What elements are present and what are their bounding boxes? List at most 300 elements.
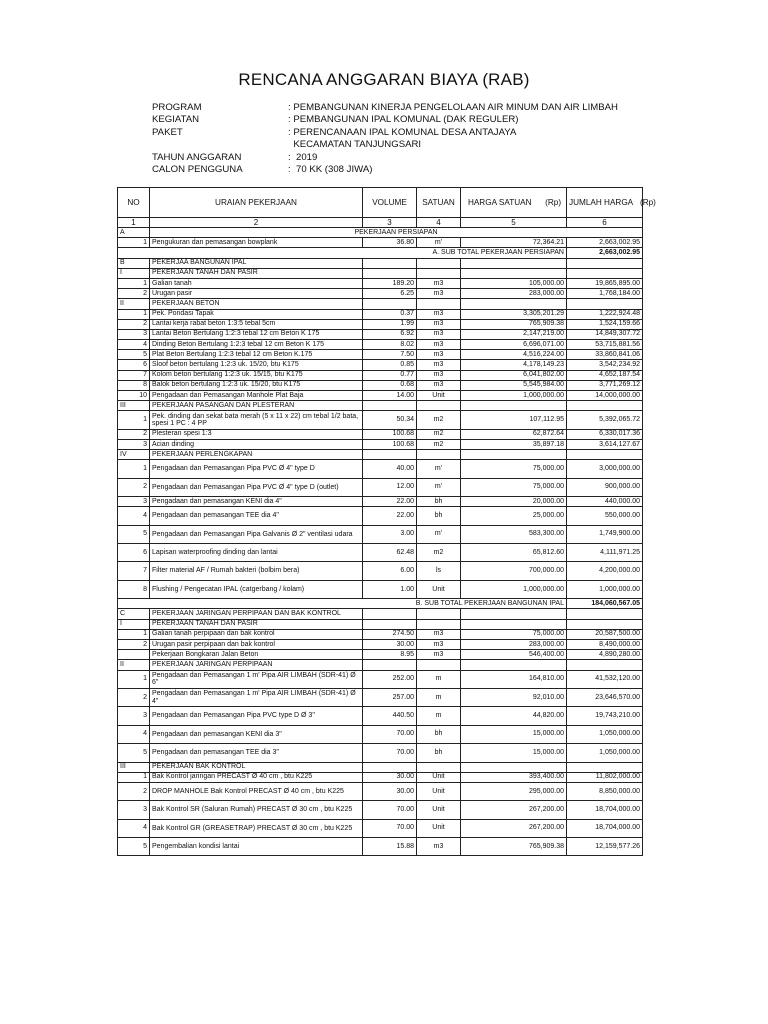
item-unit-price: 164,810.00 [461,670,567,688]
empty-cell [461,660,567,670]
empty-cell [461,619,567,629]
row-number: 1 [118,238,150,248]
table-row [118,329,643,339]
item-description: Galian tanah perpipaan dan bak kontrol [150,629,363,639]
item-unit: m3 [417,319,461,329]
item-total: 23,646,570.00 [567,688,643,706]
empty-cell [567,660,643,670]
item-total: 19,865,895.00 [567,278,643,288]
item-unit: m3 [417,640,461,650]
item-unit: m3 [417,329,461,339]
item-unit-price: 765,909.38 [461,838,567,856]
item-total: 1,050,000.00 [567,725,643,743]
item-unit-price: 4,516,224.00 [461,350,567,360]
info-value: : 2019 [288,151,318,163]
item-description: Pekerjaan Bongkaran Jalan Beton [150,650,363,660]
item-total: 1,222,924.48 [567,309,643,319]
row-number: III [118,401,150,411]
item-description: Pengadaan dan Pemasangan Manhole Plat Baja [150,391,363,401]
row-number: B [118,258,150,268]
item-description: Kolom beton bertulang 1:2:3 uk. 15/15, btu K175 [150,370,363,380]
table-row [118,497,643,507]
column-number: 2 [150,218,363,228]
table-row [118,228,643,238]
table-row [118,660,643,670]
item-total: 14,849,307.72 [567,329,643,339]
table-row [118,350,643,360]
table-row [118,309,643,319]
item-total: 4,652,187.54 [567,370,643,380]
column-number: 5 [461,218,567,228]
table-row [118,460,643,478]
empty-cell [461,299,567,309]
item-unit-price: 72,364.21 [461,238,567,248]
item-unit: Unit [417,391,461,401]
table-row [118,762,643,772]
info-value: : PERENCANAAN IPAL KOMUNAL DESA ANTAJAYA [288,126,517,138]
item-unit-price: 1,000,000.00 [461,580,567,598]
empty-cell [363,660,417,670]
item-unit-price: 6,041,802.00 [461,370,567,380]
item-volume: 30.00 [363,640,417,650]
table-row [118,360,643,370]
item-unit: m3 [417,370,461,380]
item-total: 2,663,002.95 [567,238,643,248]
column-number: 1 [118,218,150,228]
header-harga-satuan-label: HARGA SATUAN [467,197,532,207]
table-row [118,370,643,380]
table-row [118,688,643,706]
item-unit-price: 35,897.18 [461,439,567,449]
item-unit-price: 75,000.00 [461,629,567,639]
row-number: 1 [118,670,150,688]
item-volume: 50.34 [363,411,417,429]
item-unit: bh [417,497,461,507]
item-total: 3,771,269.12 [567,380,643,390]
table-row [118,380,643,390]
row-number: 2 [118,478,150,496]
empty-cell [417,401,461,411]
item-description: Dinding Beton Bertulang 1:2:3 tebal 12 cm Beton K 175 [150,340,363,350]
item-unit: m3 [417,350,461,360]
item-total: 5,392,065.72 [567,411,643,429]
item-volume: 15.88 [363,838,417,856]
item-unit: m2 [417,429,461,439]
row-number: 4 [118,725,150,743]
empty-cell [461,450,567,460]
item-total: 33,860,841.06 [567,350,643,360]
item-volume: 100.68 [363,439,417,449]
item-total: 20,587,500.00 [567,629,643,639]
item-volume: 189.20 [363,278,417,288]
table-row [118,507,643,525]
item-volume: 1.00 [363,580,417,598]
item-unit: m2 [417,411,461,429]
section-title: PEKERJAAN BETON [150,299,363,309]
empty-cell [363,299,417,309]
empty-cell [363,609,417,619]
item-total: 19,743,210.00 [567,707,643,725]
row-number: 8 [118,380,150,390]
item-volume: 22.00 [363,497,417,507]
row-number: 1 [118,309,150,319]
item-description: Pengadaan dan pemasangan KENI dia 4" [150,497,363,507]
item-volume: 14.00 [363,391,417,401]
subtotal-value: 184,060,567.05 [567,599,643,609]
item-unit: bh [417,507,461,525]
item-unit-price: 267,200.00 [461,819,567,837]
empty-cell [363,762,417,772]
header-jumlah-harga-unit: (Rp) [639,197,656,207]
info-value: : 70 KK (308 JIWA) [288,164,373,176]
header-satuan: SATUAN [417,188,461,218]
table-row [118,801,643,819]
item-total: 1,524,159.66 [567,319,643,329]
item-unit: Unit [417,819,461,837]
empty-cell [417,268,461,278]
empty-cell [567,268,643,278]
item-unit: m3 [417,629,461,639]
empty-cell [417,609,461,619]
item-description: Lapisan waterproofing dinding dan lantai [150,544,363,562]
item-unit: m2 [417,544,461,562]
item-volume: 22.00 [363,507,417,525]
item-description: Bak Kontrol SR (Saluran Rumah) PRECAST Ø 30 cm , btu K225 [150,801,363,819]
table-row [118,562,643,580]
row-number: 4 [118,507,150,525]
header-jumlah-harga [567,188,656,218]
rab-table [117,187,656,856]
row-number: 2 [118,688,150,706]
item-unit: ls [417,562,461,580]
item-unit-price: 6,696,071.00 [461,340,567,350]
table-row [118,725,643,743]
item-volume: 12.00 [363,478,417,496]
table-row [118,248,643,258]
item-total: 8,490,000.00 [567,640,643,650]
row-number: 3 [118,707,150,725]
row-number: 4 [118,340,150,350]
item-unit: m3 [417,309,461,319]
item-volume: 40.00 [363,460,417,478]
item-unit: m2 [417,439,461,449]
info-row [152,102,618,114]
table-row [118,411,643,429]
row-number: III [118,762,150,772]
item-description: Plat Beton Bertulang 1:2:3 tebal 12 cm Beton K.175 [150,350,363,360]
item-unit: Unit [417,801,461,819]
empty-cell [567,619,643,629]
info-label: KEGIATAN [152,114,200,126]
item-unit: Unit [417,772,461,782]
row-number: 2 [118,429,150,439]
item-unit: m' [417,525,461,543]
item-total: 440,000.00 [567,497,643,507]
row-number: 7 [118,370,150,380]
row-number: 2 [118,319,150,329]
item-description: Pek. Pondasi Tapak [150,309,363,319]
table-row [118,782,643,800]
item-unit-price: 393,400.00 [461,772,567,782]
item-description: Pengadaan dan Pemasangan Pipa Galvanis Ø 2" ventilasi udara [150,525,363,543]
row-number: 5 [118,744,150,762]
item-unit-price: 105,000.00 [461,278,567,288]
info-row [152,164,618,176]
item-unit: bh [417,744,461,762]
section-title: PEKERJAAN PERLENGKAPAN [150,450,363,460]
row-number: 1 [118,278,150,288]
item-total: 4,200,000.00 [567,562,643,580]
row-number: 3 [118,497,150,507]
document-title: RENCANA ANGGARAN BIAYA (RAB) [238,70,530,89]
item-volume: 274.50 [363,629,417,639]
row-number: 5 [118,350,150,360]
item-volume: 7.50 [363,350,417,360]
item-unit: m' [417,478,461,496]
item-volume: 3.00 [363,525,417,543]
item-unit-price: 267,200.00 [461,801,567,819]
header-harga-satuan-unit: (Rp) [545,197,562,207]
item-unit: m' [417,238,461,248]
info-value: KECAMATAN TANJUNGSARI [288,139,422,151]
empty-cell [363,619,417,629]
item-total: 3,000,000.00 [567,460,643,478]
row-number: 2 [118,640,150,650]
info-label [152,139,288,151]
item-description: Sloof beton bertulang 1:2:3 uk. 15/20, btu K175 [150,360,363,370]
row-number: I [118,619,150,629]
item-unit-price: 546,400.00 [461,650,567,660]
item-unit-price: 2,147,219.00 [461,329,567,339]
table-row [118,599,643,609]
item-unit-price: 295,000.00 [461,782,567,800]
item-total: 11,802,000.00 [567,772,643,782]
row-number: I [118,268,150,278]
table-row [118,289,643,299]
row-number: II [118,299,150,309]
info-label: TAHUN ANGGARAN [152,151,242,163]
row-number: 2 [118,289,150,299]
item-unit-price: 92,010.00 [461,688,567,706]
column-number: 3 [363,218,417,228]
table-row [118,238,643,248]
item-description: Pengukuran dan pemasangan bowplank [150,238,363,248]
item-description: Pengadaan dan Pemasangan 1 m' Pipa AIR LIMBAH (SDR-41) Ø 4" [150,688,363,706]
item-volume: 6.00 [363,562,417,580]
info-label: PROGRAM [152,102,202,113]
item-total: 550,000.00 [567,507,643,525]
item-unit: m3 [417,650,461,660]
table-row [118,819,643,837]
row-number: C [118,609,150,619]
item-volume: 0.37 [363,309,417,319]
table-row [118,650,643,660]
row-number: 7 [118,562,150,580]
item-unit-price: 3,305,201.29 [461,309,567,319]
item-total: 6,330,017.36 [567,429,643,439]
item-total: 12,159,577.26 [567,838,643,856]
empty-cell [461,762,567,772]
item-volume: 70.00 [363,801,417,819]
item-unit-price: 1,000,000.00 [461,391,567,401]
project-info [152,102,618,176]
section-title: PEKERJAAN JARINGAN PERPIPAAN [150,660,363,670]
item-unit-price: 75,000.00 [461,478,567,496]
row-number: 10 [118,391,150,401]
item-total: 4,111,971.25 [567,544,643,562]
info-row [152,114,618,126]
item-description: Acian dinding [150,439,363,449]
info-value: : PEMBANGUNAN KINERJA PENGELOLAAN AIR MINUM DAN AIR LIMBAH [288,102,618,113]
item-description: Pengadaan dan pemasangan TEE dia 4" [150,507,363,525]
info-label: CALON PENGGUNA [152,164,243,176]
table-row [118,340,643,350]
item-volume: 62.48 [363,544,417,562]
item-unit-price: 5,545,984.00 [461,380,567,390]
row-number: 3 [118,329,150,339]
table-row [118,525,643,543]
item-volume: 0.68 [363,380,417,390]
item-description: Bak Kontrol jaringan PRECAST Ø 40 cm , btu K225 [150,772,363,782]
row-number [118,650,150,660]
empty-cell [363,450,417,460]
empty-cell [567,401,643,411]
item-unit-price: 15,000.00 [461,744,567,762]
empty-cell [417,762,461,772]
row-number: II [118,660,150,670]
table-row [118,391,643,401]
item-description: Pengadaan dan pemasangan KENI dia 3" [150,725,363,743]
empty-cell [461,268,567,278]
item-total: 900,000.00 [567,478,643,496]
item-unit: m3 [417,380,461,390]
item-unit-price: 283,000.00 [461,640,567,650]
item-unit: m3 [417,838,461,856]
item-description: Pengadaan dan Pemasangan Pipa PVC Ø 4" type D [150,460,363,478]
table-row [118,319,643,329]
table-row [118,640,643,650]
item-total: 18,704,000.00 [567,819,643,837]
item-volume: 70.00 [363,744,417,762]
row-number: 3 [118,439,150,449]
row-number: 1 [118,772,150,782]
header-uraian: URAIAN PEKERJAAN [150,188,363,218]
item-unit-price: 15,000.00 [461,725,567,743]
row-number: IV [118,450,150,460]
item-total: 1,050,000.00 [567,744,643,762]
item-description: Pengadaan dan pemasangan TEE dia 3" [150,744,363,762]
row-number: 4 [118,819,150,837]
item-volume: 6.92 [363,329,417,339]
item-unit: Unit [417,782,461,800]
item-total: 53,715,881.56 [567,340,643,350]
item-volume: 100.68 [363,429,417,439]
header-volume: VOLUME [363,188,417,218]
empty-cell [567,258,643,268]
table-row [118,544,643,562]
item-total: 4,890,280.00 [567,650,643,660]
empty-cell [417,258,461,268]
item-description: Pengembalian kondisi lantai [150,838,363,856]
item-unit-price: 25,000.00 [461,507,567,525]
info-value: : PEMBANGUNAN IPAL KOMUNAL (DAK REGULER) [288,114,519,126]
item-description: Bak Kontrol GR (GREASETRAP) PRECAST Ø 30 cm , btu K225 [150,819,363,837]
table-row [118,707,643,725]
table-row [118,268,643,278]
item-unit-price: 20,000.00 [461,497,567,507]
item-description: Galian tanah [150,278,363,288]
empty-cell [417,299,461,309]
header-harga-satuan [461,188,567,218]
empty-cell [417,660,461,670]
item-description: Pengadaan dan Pemasangan Pipa PVC type D Ø 3" [150,707,363,725]
table-row [118,580,643,598]
empty-cell [567,450,643,460]
item-unit: m [417,707,461,725]
item-unit-price: 107,112.95 [461,411,567,429]
item-unit: m [417,670,461,688]
item-unit-price: 700,000.00 [461,562,567,580]
item-total: 14,000,000.00 [567,391,643,401]
item-unit-price: 75,000.00 [461,460,567,478]
subtotal-label: A. SUB TOTAL PEKERJAAN PERSIAPAN [118,248,567,258]
empty-cell [417,450,461,460]
table-body [118,228,643,856]
info-label: PAKET [152,126,183,138]
empty-cell [567,609,643,619]
item-total: 3,614,127.67 [567,439,643,449]
row-number: 1 [118,629,150,639]
row-number: 8 [118,580,150,598]
table-row [118,609,643,619]
row-number: 3 [118,801,150,819]
item-unit-price: 583,300.00 [461,525,567,543]
item-unit: Unit [417,580,461,598]
item-volume: 1.99 [363,319,417,329]
row-number: A [118,228,150,238]
item-description: Pengadaan dan Pemasangan 1 m' Pipa AIR LIMBAH (SDR-41) Ø 6" [150,670,363,688]
info-row [152,139,618,151]
table-row [118,744,643,762]
item-unit-price: 765,909.38 [461,319,567,329]
item-volume: 440.50 [363,707,417,725]
subtotal-value: 2,663,002.95 [567,248,643,258]
row-number: 5 [118,525,150,543]
empty-cell [363,258,417,268]
item-volume: 8.95 [363,650,417,660]
row-number: 6 [118,360,150,370]
row-number: 1 [118,460,150,478]
table-row [118,258,643,268]
item-volume: 6.25 [363,289,417,299]
section-title: PEKERJAAN JARINGAN PERPIPAAN DAN BAK KONTROL [150,609,363,619]
empty-cell [363,401,417,411]
section-title: PEKERJAAN BAK KONTROL [150,762,363,772]
item-volume: 0.85 [363,360,417,370]
item-total: 41,532,120.00 [567,670,643,688]
section-title: PEKERJAAN PERSIAPAN [150,228,643,238]
item-total: 1,749,900.00 [567,525,643,543]
item-unit: m3 [417,340,461,350]
table-row [118,619,643,629]
column-number: 4 [417,218,461,228]
empty-cell [363,268,417,278]
info-row [152,152,618,164]
subtotal-label: B. SUB TOTAL PEKERJAAN BANGUNAN IPAL [118,599,567,609]
item-total: 18,704,000.00 [567,801,643,819]
item-volume: 8.02 [363,340,417,350]
item-total: 8,850,000.00 [567,782,643,800]
